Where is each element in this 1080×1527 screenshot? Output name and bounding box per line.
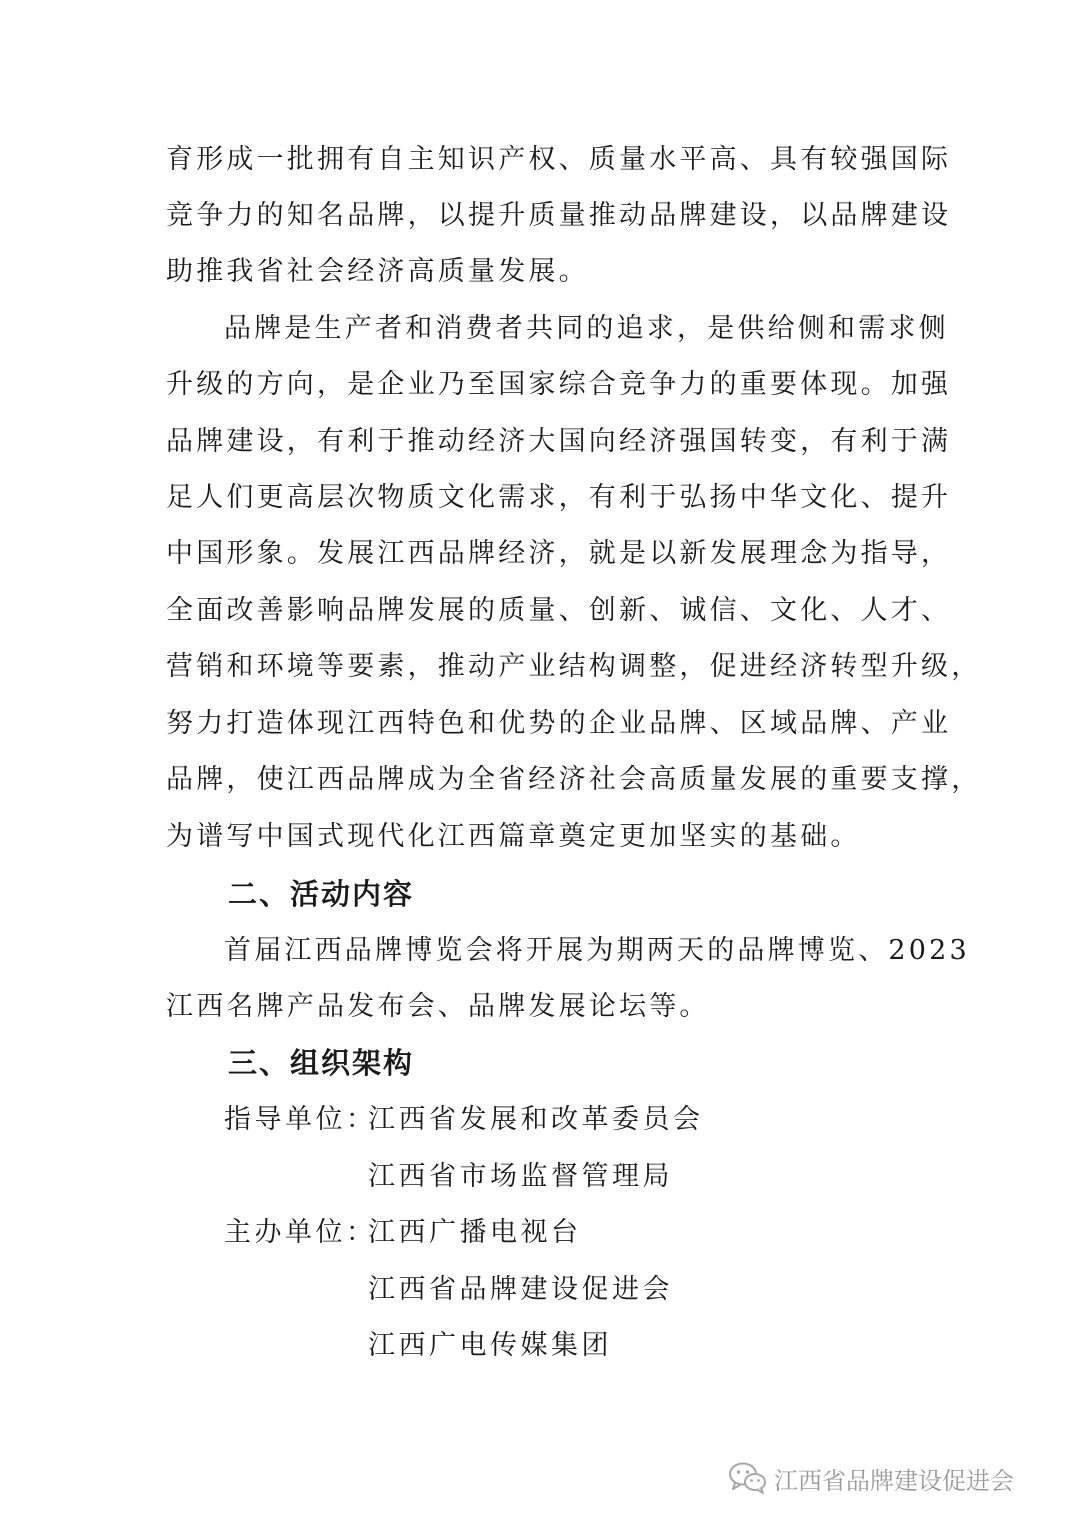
paragraph-line: 全面改善影响品牌发展的质量、创新、诚信、文化、人才、 — [166, 595, 952, 626]
host-unit: 江西省品牌建设促进会 — [368, 1274, 673, 1305]
host-unit: 江西广电传媒集团 — [368, 1330, 612, 1361]
guide-unit: 江西省市场监督管理局 — [368, 1161, 673, 1192]
paragraph-line: 江西名牌产品发布会、品牌发展论坛等。 — [166, 991, 710, 1022]
paragraph-line: 助推我省社会经济高质量发展。 — [166, 256, 589, 287]
paragraph-line: 努力打造体现江西特色和优势的企业品牌、区域品牌、产业 — [166, 708, 952, 739]
section-heading-organization: 三、组织架构 — [228, 1046, 415, 1080]
guide-unit: 江西省发展和改革委员会 — [368, 1104, 704, 1135]
paragraph-line: 足人们更高层次物质文化需求，有利于弘扬中华文化、提升 — [166, 482, 952, 513]
paragraph-line: 升级的方向，是企业乃至国家综合竞争力的重要体现。加强 — [166, 369, 952, 400]
paragraph-line: 品牌是生产者和消费者共同的追求，是供给侧和需求侧 — [224, 313, 949, 344]
watermark-text: 江西省品牌建设促进会 — [774, 1466, 1014, 1495]
host-unit-label: 主办单位： — [224, 1217, 377, 1248]
watermark — [728, 1458, 1014, 1498]
paragraph-line: 首届江西品牌博览会将开展为期两天的品牌博览、2023 — [224, 935, 970, 966]
host-unit: 江西广播电视台 — [368, 1217, 582, 1248]
paragraph-line: 品牌建设，有利于推动经济大国向经济强国转变，有利于满 — [166, 426, 952, 457]
paragraph-line: 育形成一批拥有自主知识产权、质量水平高、具有较强国际 — [166, 144, 952, 175]
guide-unit-label: 指导单位： — [224, 1104, 377, 1135]
wechat-icon — [728, 1461, 768, 1495]
paragraph-line: 竞争力的知名品牌，以提升质量推动品牌建设，以品牌建设 — [166, 200, 952, 231]
paragraph-line: 品牌，使江西品牌成为全省经济社会高质量发展的重要支撑， — [166, 764, 982, 795]
paragraph-line: 营销和环境等要素，推动产业结构调整，促进经济转型升级， — [166, 651, 982, 682]
paragraph-line: 为谱写中国式现代化江西篇章奠定更加坚实的基础。 — [166, 821, 861, 852]
section-heading-activities: 二、活动内容 — [228, 877, 415, 911]
paragraph-line: 中国形象。发展江西品牌经济，就是以新发展理念为指导， — [166, 538, 952, 569]
